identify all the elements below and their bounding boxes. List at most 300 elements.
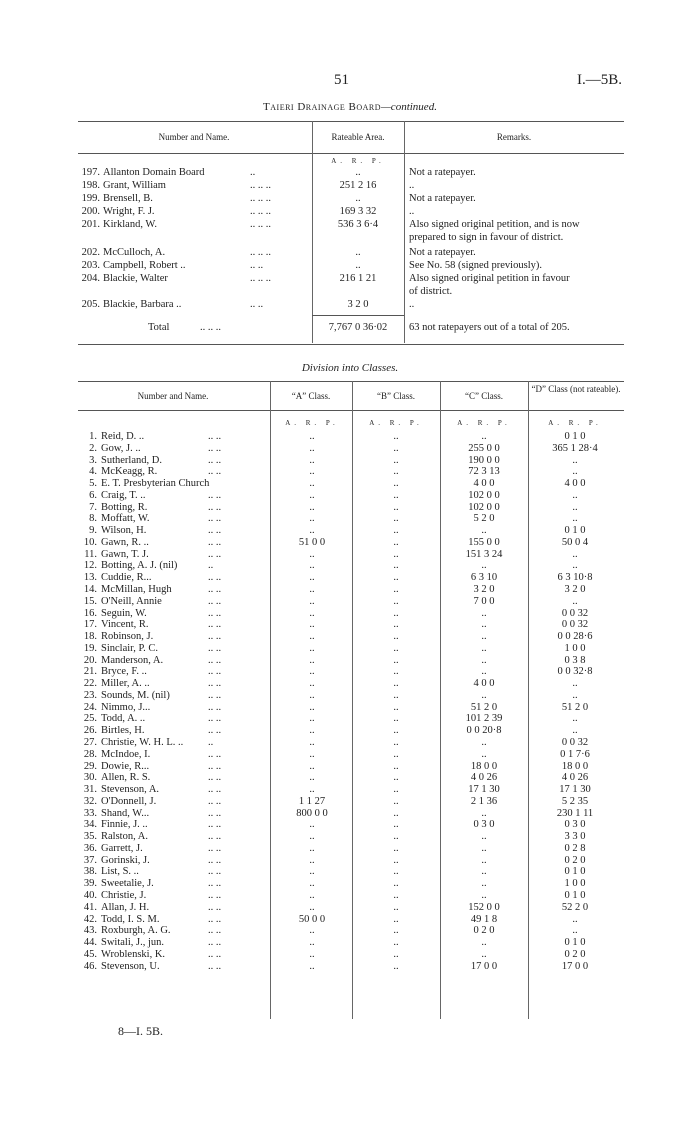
row-number: 19. <box>83 642 97 654</box>
row-class-a: .. <box>309 678 315 690</box>
row-class-d: 3 3 0 <box>564 831 586 843</box>
row-number: 33. <box>83 807 97 819</box>
row-class-a: 800 0 0 <box>296 807 328 819</box>
row-class-a: .. <box>309 878 315 890</box>
row-class-c: .. <box>481 689 487 701</box>
row-leader-dots: .. .. <box>208 584 222 595</box>
table2-caption: Division into Classes. <box>301 362 399 374</box>
table2-row <box>0 549 700 561</box>
table2-row <box>0 572 700 584</box>
row-class-a: .. <box>309 960 315 972</box>
row-class-d: 0 1 7·6 <box>560 748 590 760</box>
table2-row <box>0 808 700 820</box>
row-number: 45. <box>83 948 97 960</box>
row-name: Allan, J. H. <box>101 901 150 913</box>
row-class-a: .. <box>309 925 315 937</box>
row-class-b: .. <box>393 595 399 607</box>
row-leader-dots: .. .. <box>208 819 222 831</box>
row-class-b: .. <box>393 913 399 925</box>
table2-header-c: “C” Class. <box>465 391 503 401</box>
row-class-a: .. <box>309 525 315 537</box>
row-class-d: .. <box>572 595 578 607</box>
row-number: 32. <box>83 795 97 807</box>
table2-row <box>0 890 700 902</box>
row-name: Ralston, A. <box>101 831 148 843</box>
row-class-a: .. <box>309 478 315 490</box>
row-name: Robinson, J. <box>101 631 154 643</box>
row-class-c: 255 0 0 <box>468 442 500 454</box>
row-class-a: .. <box>309 842 315 854</box>
row-name: Sinclair, P. C. <box>101 642 159 654</box>
row-class-a: .. <box>309 784 315 796</box>
row-class-c: .. <box>481 831 487 843</box>
row-class-c: 17 1 30 <box>468 784 500 796</box>
table1-caption <box>0 101 700 113</box>
row-class-b: .. <box>393 678 399 690</box>
row-leader-dots: .. .. <box>208 454 222 466</box>
row-number: 24. <box>83 701 97 713</box>
row-class-a: .. <box>309 890 315 902</box>
row-class-a: 50 0 0 <box>298 913 326 925</box>
row-class-a: .. <box>309 584 315 595</box>
table2-row <box>0 878 700 890</box>
table1-header-rule <box>78 153 624 154</box>
row-class-a: .. <box>309 725 315 737</box>
row-class-c: .. <box>481 607 487 619</box>
table2-row <box>0 502 700 514</box>
row-name: Stevenson, A. <box>101 784 160 796</box>
row-name: Allanton Domain Board <box>103 167 205 178</box>
row-name: Manderson, A. <box>101 654 164 666</box>
table2-row <box>0 619 700 631</box>
row-leader-dots: .. .. <box>208 713 222 725</box>
table2-row <box>0 749 700 761</box>
row-name: Garrett, J. <box>101 842 143 854</box>
row-class-b: .. <box>393 701 399 713</box>
table2-row <box>0 819 700 831</box>
table2-row <box>0 690 700 702</box>
row-leader-dots: .. .. <box>208 442 222 454</box>
row-class-a: .. <box>309 454 315 466</box>
row-class-a: 1 1 27 <box>298 795 326 807</box>
row-number: 7. <box>89 501 97 513</box>
row-class-a: .. <box>309 607 315 619</box>
row-class-b: .. <box>393 654 399 666</box>
row-class-d: 3 2 0 <box>564 584 586 595</box>
row-class-d: 0 0 32 <box>561 619 589 631</box>
row-class-d: .. <box>572 725 578 737</box>
row-name: Switali, J., jun. <box>101 937 165 949</box>
row-class-b: .. <box>393 631 399 643</box>
row-name: Seguin, W. <box>101 607 147 619</box>
row-name: Shand, W... <box>101 807 150 819</box>
row-class-d: 50 0 4 <box>561 536 589 548</box>
row-number: 200. <box>81 206 100 217</box>
row-name: McMillan, Hugh <box>101 584 172 595</box>
row-number: 40. <box>83 890 97 902</box>
row-class-b: .. <box>393 901 399 913</box>
row-remarks: .. <box>409 299 415 310</box>
row-class-c: 155 0 0 <box>468 536 500 548</box>
table2-row <box>0 831 700 843</box>
row-number: 9. <box>89 525 97 537</box>
table2-row <box>0 725 700 737</box>
row-remarks: .. <box>409 206 415 217</box>
row-class-b: .. <box>393 689 399 701</box>
row-number: 21. <box>83 666 97 678</box>
row-class-a: .. <box>309 854 315 866</box>
row-class-b: .. <box>393 642 399 654</box>
table2-row <box>0 584 700 596</box>
row-class-d: 0 0 32 <box>561 607 589 619</box>
row-class-c: .. <box>481 748 487 760</box>
row-class-d: .. <box>572 501 578 513</box>
row-class-d: 0 1 0 <box>564 431 586 442</box>
table2-row <box>0 796 700 808</box>
row-class-c: .. <box>481 631 487 643</box>
row-class-b: .. <box>393 784 399 796</box>
row-class-d: .. <box>572 489 578 501</box>
row-leader-dots: .. .. <box>208 890 222 902</box>
row-class-a: .. <box>309 713 315 725</box>
row-leader-dots: .. .. <box>208 960 222 972</box>
row-name: McIndoe, I. <box>101 748 151 760</box>
table2-header-rule <box>78 410 624 411</box>
row-number: 3. <box>89 454 97 466</box>
row-class-b: .. <box>393 619 399 631</box>
row-number: 30. <box>83 772 97 784</box>
row-name: Brensell, B. <box>103 193 153 204</box>
row-leader-dots: .. .. <box>208 913 222 925</box>
total-area: 7,767 0 36·02 <box>328 322 388 333</box>
row-class-a: .. <box>309 901 315 913</box>
row-class-b: .. <box>393 584 399 595</box>
row-leader-dots: .. .. <box>208 689 222 701</box>
row-number: 23. <box>83 689 97 701</box>
row-class-d: 5 2 35 <box>561 795 589 807</box>
row-leader-dots: .. .. <box>208 466 222 478</box>
row-number: 13. <box>83 572 97 584</box>
row-class-a: .. <box>309 666 315 678</box>
row-remarks: Not a ratepayer. <box>409 193 476 204</box>
table2-row <box>0 608 700 620</box>
row-class-d: 17 1 30 <box>559 784 591 796</box>
row-rateable-area: .. <box>355 193 361 204</box>
table2-row <box>0 655 700 667</box>
row-class-c: .. <box>481 619 487 631</box>
row-number: 8. <box>89 513 97 525</box>
row-number: 31. <box>83 784 97 796</box>
table1-caption-cont: —continued. <box>381 101 437 113</box>
footer-signature: 8—I. 5B. <box>118 1024 163 1038</box>
row-class-d: 4 0 26 <box>561 772 589 784</box>
row-class-b: .. <box>393 890 399 902</box>
row-leader-dots: .. .. <box>208 784 222 796</box>
row-class-b: .. <box>393 819 399 831</box>
row-class-c: 101 2 39 <box>465 713 503 725</box>
row-class-d: .. <box>572 913 578 925</box>
row-name: Christie, W. H. L. .. <box>101 737 184 749</box>
row-class-d: 1 0 0 <box>564 878 586 890</box>
table1-bottom-rule <box>78 344 624 345</box>
row-leader-dots: .. .. .. <box>250 180 271 191</box>
row-class-c: 102 0 0 <box>468 489 500 501</box>
table2-row <box>0 643 700 655</box>
row-class-b: .. <box>393 666 399 678</box>
row-name: Bryce, F. .. <box>101 666 147 678</box>
row-class-c: 4 0 0 <box>473 478 495 490</box>
row-leader-dots: .. .. <box>208 678 222 690</box>
row-class-c: .. <box>481 807 487 819</box>
row-class-b: .. <box>393 937 399 949</box>
row-class-b: .. <box>393 772 399 784</box>
page-reference: I.—5B. <box>577 72 622 88</box>
row-leader-dots: .. .. <box>250 299 264 310</box>
row-class-d: 0 2 0 <box>564 948 586 960</box>
row-class-c: 3 2 0 <box>473 584 495 595</box>
row-leader-dots: .. .. <box>250 260 264 271</box>
table2-row <box>0 490 700 502</box>
row-leader-dots: .. .. <box>208 548 222 560</box>
row-class-a: .. <box>309 760 315 772</box>
row-number: 199. <box>81 193 100 204</box>
row-class-c: 152 0 0 <box>468 901 500 913</box>
row-leader-dots: .. .. <box>208 948 222 960</box>
row-class-b: .. <box>393 454 399 466</box>
row-number: 14. <box>83 584 97 595</box>
row-name: Sutherland, D. <box>101 454 162 466</box>
row-name: O'Neill, Annie <box>101 595 162 607</box>
table2-row <box>0 843 700 855</box>
row-class-b: .. <box>393 795 399 807</box>
row-class-a: .. <box>309 489 315 501</box>
table2-row <box>0 713 700 725</box>
row-number: 11. <box>84 548 97 560</box>
table2-row <box>0 737 700 749</box>
row-class-c: 0 2 0 <box>473 925 495 937</box>
row-number: 38. <box>83 866 97 878</box>
row-class-b: .. <box>393 960 399 972</box>
row-class-d: .. <box>572 548 578 560</box>
table2-row <box>0 855 700 867</box>
row-class-c: .. <box>481 525 487 537</box>
table2-row <box>0 937 700 949</box>
row-number: 22. <box>83 678 97 690</box>
row-leader-dots: .. .. <box>208 501 222 513</box>
row-number: 46. <box>83 960 97 972</box>
row-number: 17. <box>83 619 97 631</box>
table1-divider-1 <box>312 121 313 343</box>
page-number: 51 <box>334 72 349 88</box>
row-class-c: 0 0 20·8 <box>466 725 502 737</box>
row-class-d: 0 0 32 <box>561 737 589 749</box>
row-class-a: .. <box>309 737 315 749</box>
row-leader-dots: .. .. .. <box>250 247 271 258</box>
table2-row <box>0 914 700 926</box>
row-leader-dots: .. .. <box>208 572 222 584</box>
row-class-d: 18 0 0 <box>561 760 589 772</box>
row-leader-dots: .. .. <box>208 607 222 619</box>
row-class-b: .. <box>393 807 399 819</box>
row-name: Moffatt, W. <box>101 513 150 525</box>
row-class-d: 1 0 0 <box>564 642 586 654</box>
row-class-b: .. <box>393 513 399 525</box>
row-class-a: .. <box>309 772 315 784</box>
row-name: Nimmo, J... <box>101 701 151 713</box>
table2-row <box>0 702 700 714</box>
row-rateable-area: 216 1 21 <box>339 273 377 284</box>
row-leader-dots: .. .. .. <box>250 206 271 217</box>
row-class-b: .. <box>393 560 399 572</box>
row-leader-dots: .. .. <box>208 431 222 442</box>
row-class-a: .. <box>309 548 315 560</box>
table2-row <box>0 961 700 973</box>
row-class-b: .. <box>393 737 399 749</box>
row-number: 205. <box>81 299 100 310</box>
row-class-d: .. <box>572 678 578 690</box>
row-name: Blackie, Barbara .. <box>103 299 182 310</box>
row-number: 28. <box>83 748 97 760</box>
row-class-c: 17 0 0 <box>470 960 498 972</box>
row-class-c: .. <box>481 642 487 654</box>
table2-row <box>0 431 700 443</box>
row-name: Todd, A. .. <box>101 713 146 725</box>
row-leader-dots: .. .. <box>208 701 222 713</box>
row-class-c: 2 1 36 <box>470 795 498 807</box>
row-class-d: 0 1 0 <box>564 525 586 537</box>
row-class-a: .. <box>309 572 315 584</box>
table2-top-rule <box>78 381 624 382</box>
row-name: O'Donnell, J. <box>101 795 157 807</box>
row-class-c: .. <box>481 878 487 890</box>
row-number: 35. <box>83 831 97 843</box>
row-class-c: 72 3 13 <box>468 466 500 478</box>
row-class-d: .. <box>572 713 578 725</box>
row-class-d: 0 0 28·6 <box>557 631 593 643</box>
row-class-d: 4 0 0 <box>564 478 586 490</box>
row-class-b: .. <box>393 748 399 760</box>
table1-divider-2 <box>404 121 405 343</box>
row-name: Gawn, T. J. <box>101 548 149 560</box>
row-number: 34. <box>83 819 97 831</box>
row-leader-dots: .. .. <box>208 772 222 784</box>
row-leader-dots: .. .. <box>208 525 222 537</box>
row-class-b: .. <box>393 607 399 619</box>
row-name: Gorinski, J. <box>101 854 150 866</box>
table1-total-rule <box>312 315 404 316</box>
row-class-c: .. <box>481 866 487 878</box>
row-class-d: .. <box>572 513 578 525</box>
row-leader-dots: .. .. <box>208 854 222 866</box>
row-name: Botting, A. J. (nil) <box>101 560 178 572</box>
row-name: Wilson, H. <box>101 525 147 537</box>
table1-top-rule <box>78 121 624 122</box>
row-class-b: .. <box>393 842 399 854</box>
row-class-c: 18 0 0 <box>470 760 498 772</box>
row-class-c: .. <box>481 890 487 902</box>
row-leader-dots: .. <box>208 560 214 572</box>
row-leader-dots: .. .. <box>208 631 222 643</box>
row-name: Todd, I. S. M. <box>101 913 160 925</box>
row-leader-dots: .. .. <box>208 842 222 854</box>
row-class-a: .. <box>309 819 315 831</box>
row-class-d: .. <box>572 560 578 572</box>
row-leader-dots: .. <box>250 167 256 178</box>
row-leader-dots: .. .. <box>208 619 222 631</box>
table2-row <box>0 596 700 608</box>
row-number: 6. <box>89 489 97 501</box>
table1-header-remarks: Remarks. <box>496 132 532 142</box>
total-label: Total <box>148 322 170 333</box>
row-number: 201. <box>81 219 100 230</box>
row-class-a: .. <box>309 513 315 525</box>
total-dots: .. .. .. <box>200 322 221 333</box>
row-class-d: 52 2 0 <box>561 901 589 913</box>
table2-header-b: “B” Class. <box>377 391 415 401</box>
row-class-d: .. <box>572 454 578 466</box>
row-name: Kirkland, W. <box>103 219 157 230</box>
row-name: Gow, J. .. <box>101 442 141 454</box>
row-number: 26. <box>83 725 97 737</box>
row-name: Christie, J. <box>101 890 147 902</box>
row-number: 1. <box>89 431 97 442</box>
row-class-b: .. <box>393 925 399 937</box>
row-class-c: 7 0 0 <box>473 595 495 607</box>
row-class-a: .. <box>309 631 315 643</box>
row-number: 4. <box>89 466 97 478</box>
row-class-b: .. <box>393 466 399 478</box>
row-class-d: 230 1 11 <box>556 807 594 819</box>
table2-row <box>0 466 700 478</box>
row-name: Blackie, Walter <box>103 273 168 284</box>
table2-units-d: A. R. P. <box>548 419 602 427</box>
row-class-d: 0 3 8 <box>564 654 586 666</box>
row-number: 15. <box>83 595 97 607</box>
row-class-d: 365 1 28·4 <box>552 442 598 454</box>
row-number: 44. <box>83 937 97 949</box>
row-class-c: 49 1 8 <box>470 913 498 925</box>
row-class-d: .. <box>572 689 578 701</box>
row-leader-dots: .. .. <box>208 925 222 937</box>
table2-units-b: A. R. P. <box>369 419 423 427</box>
row-leader-dots: .. <box>208 737 214 749</box>
row-leader-dots: .. .. <box>208 654 222 666</box>
row-rateable-area: 536 3 6·4 <box>337 219 379 230</box>
row-remarks: Not a ratepayer. <box>409 247 476 258</box>
table2-row <box>0 513 700 525</box>
row-number: 18. <box>83 631 97 643</box>
table2-row <box>0 525 700 537</box>
row-remarks: See No. 58 (signed previously). <box>409 260 542 271</box>
row-class-b: .. <box>393 878 399 890</box>
row-leader-dots: .. .. <box>208 760 222 772</box>
row-name: Miller, A. .. <box>101 678 150 690</box>
row-class-b: .. <box>393 760 399 772</box>
table2-row <box>0 902 700 914</box>
row-class-b: .. <box>393 948 399 960</box>
row-class-a: .. <box>309 948 315 960</box>
row-class-b: .. <box>393 489 399 501</box>
row-class-c: 4 0 26 <box>470 772 498 784</box>
row-class-a: .. <box>309 748 315 760</box>
row-name: Wright, F. J. <box>103 206 155 217</box>
row-remarks: Also signed original petition in favour of district. <box>409 273 570 297</box>
table1-header-name: Number and Name. <box>158 132 230 142</box>
row-rateable-area: .. <box>355 247 361 258</box>
row-class-c: .. <box>481 937 487 949</box>
row-class-b: .. <box>393 525 399 537</box>
row-number: 27. <box>83 737 97 749</box>
